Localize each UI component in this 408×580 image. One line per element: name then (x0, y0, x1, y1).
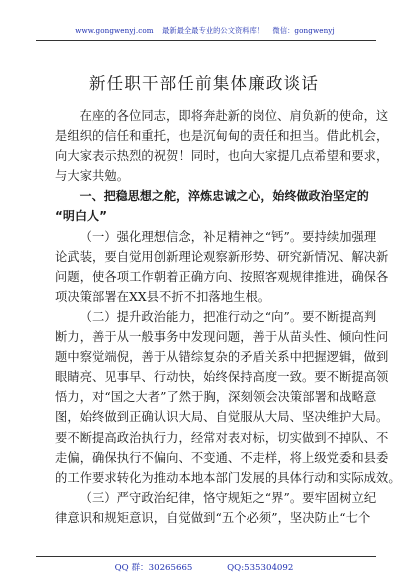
paragraph-line: 断力，善于从一般事务中发现问题，善于从苗头性、倾向性问 (55, 330, 389, 345)
footer-divider (36, 556, 376, 557)
paragraph-line: （二）提升政治能力，把准行动之“向”。要不断提高判 (79, 309, 377, 324)
section-heading-line: “明白人” (55, 209, 108, 224)
paragraph-line: 图，始终做到正确认识大局、自觉服从大局、坚决维护大局。 (55, 410, 389, 425)
header-site[interactable]: www.gongwenyj.com (75, 26, 154, 35)
paragraph-line: 论武装，要自觉用创新理论观察新形势、研究新情况、解决新 (55, 249, 389, 264)
footer-qq-group: QQ 群：30265665 (114, 563, 193, 573)
paragraph-line: 悟力，对“国之大者”了然于胸，深刻领会决策部署和战略意 (55, 390, 377, 405)
paragraph-line: 是组织的信任和重托，也是沉甸甸的责任和担当。借此机会， (55, 129, 389, 144)
paragraph-line: （三）严守政治纪律，恪守规矩之“界”。要牢固树立纪 (79, 490, 377, 505)
paragraph-line: 要不断提高政治执行力，经常对表对标，切实做到不掉队、不 (55, 430, 389, 445)
footer-qq: QQ:535304092 (227, 563, 294, 573)
paragraph-line: 项决策部署在XX县不折不扣落地生根。 (55, 289, 271, 304)
paragraph-line: 律意识和规矩意识，自觉做到“五个必须”，坚决防止“七个 (55, 510, 371, 525)
paragraph-line: 眼睛亮、见事早、行动快，始终保持高度一致。要不断提高领 (55, 370, 389, 385)
paragraph-line: 在座的各位同志，即将奔赴新的岗位、肩负新的使命，这 (79, 109, 389, 123)
header-slogan: 最新最全最专业的公文资料库！ (162, 26, 265, 35)
document-title: 新任职干部任前集体廉政谈话 (88, 74, 320, 93)
paragraph-line: 问题，使各项工作朝着正确方向、按照客观规律推进，确保各 (55, 269, 389, 284)
page-footer (0, 561, 408, 573)
paragraph-line: 向大家表示热烈的祝贺！同时，也向大家提几点希望和要求， (55, 149, 389, 164)
section-heading-line: 一、把稳思想之舵，淬炼忠诚之心，始终做政治坚定的 (79, 189, 369, 204)
paragraph-line: 的工作要求转化为推动本地本部门发展的具体行动和实际成效。 (55, 470, 401, 485)
paragraph-line: 与大家共勉。 (55, 169, 130, 184)
paragraph-line: 走偏，确保执行不偏向、不变通、不走样，将上级党委和县委 (55, 450, 389, 465)
paragraph-line: 题中察觉端倪，善于从错综复杂的矛盾关系中把握逻辑，做到 (55, 350, 389, 365)
document-body (55, 106, 401, 528)
header-wechat: 微信：gongwenyj (272, 26, 335, 35)
paragraph-line: （一）强化理想信念，补足精神之“钙”。要持续加强理 (79, 229, 377, 244)
page-header (40, 26, 370, 36)
header-divider (36, 40, 376, 41)
